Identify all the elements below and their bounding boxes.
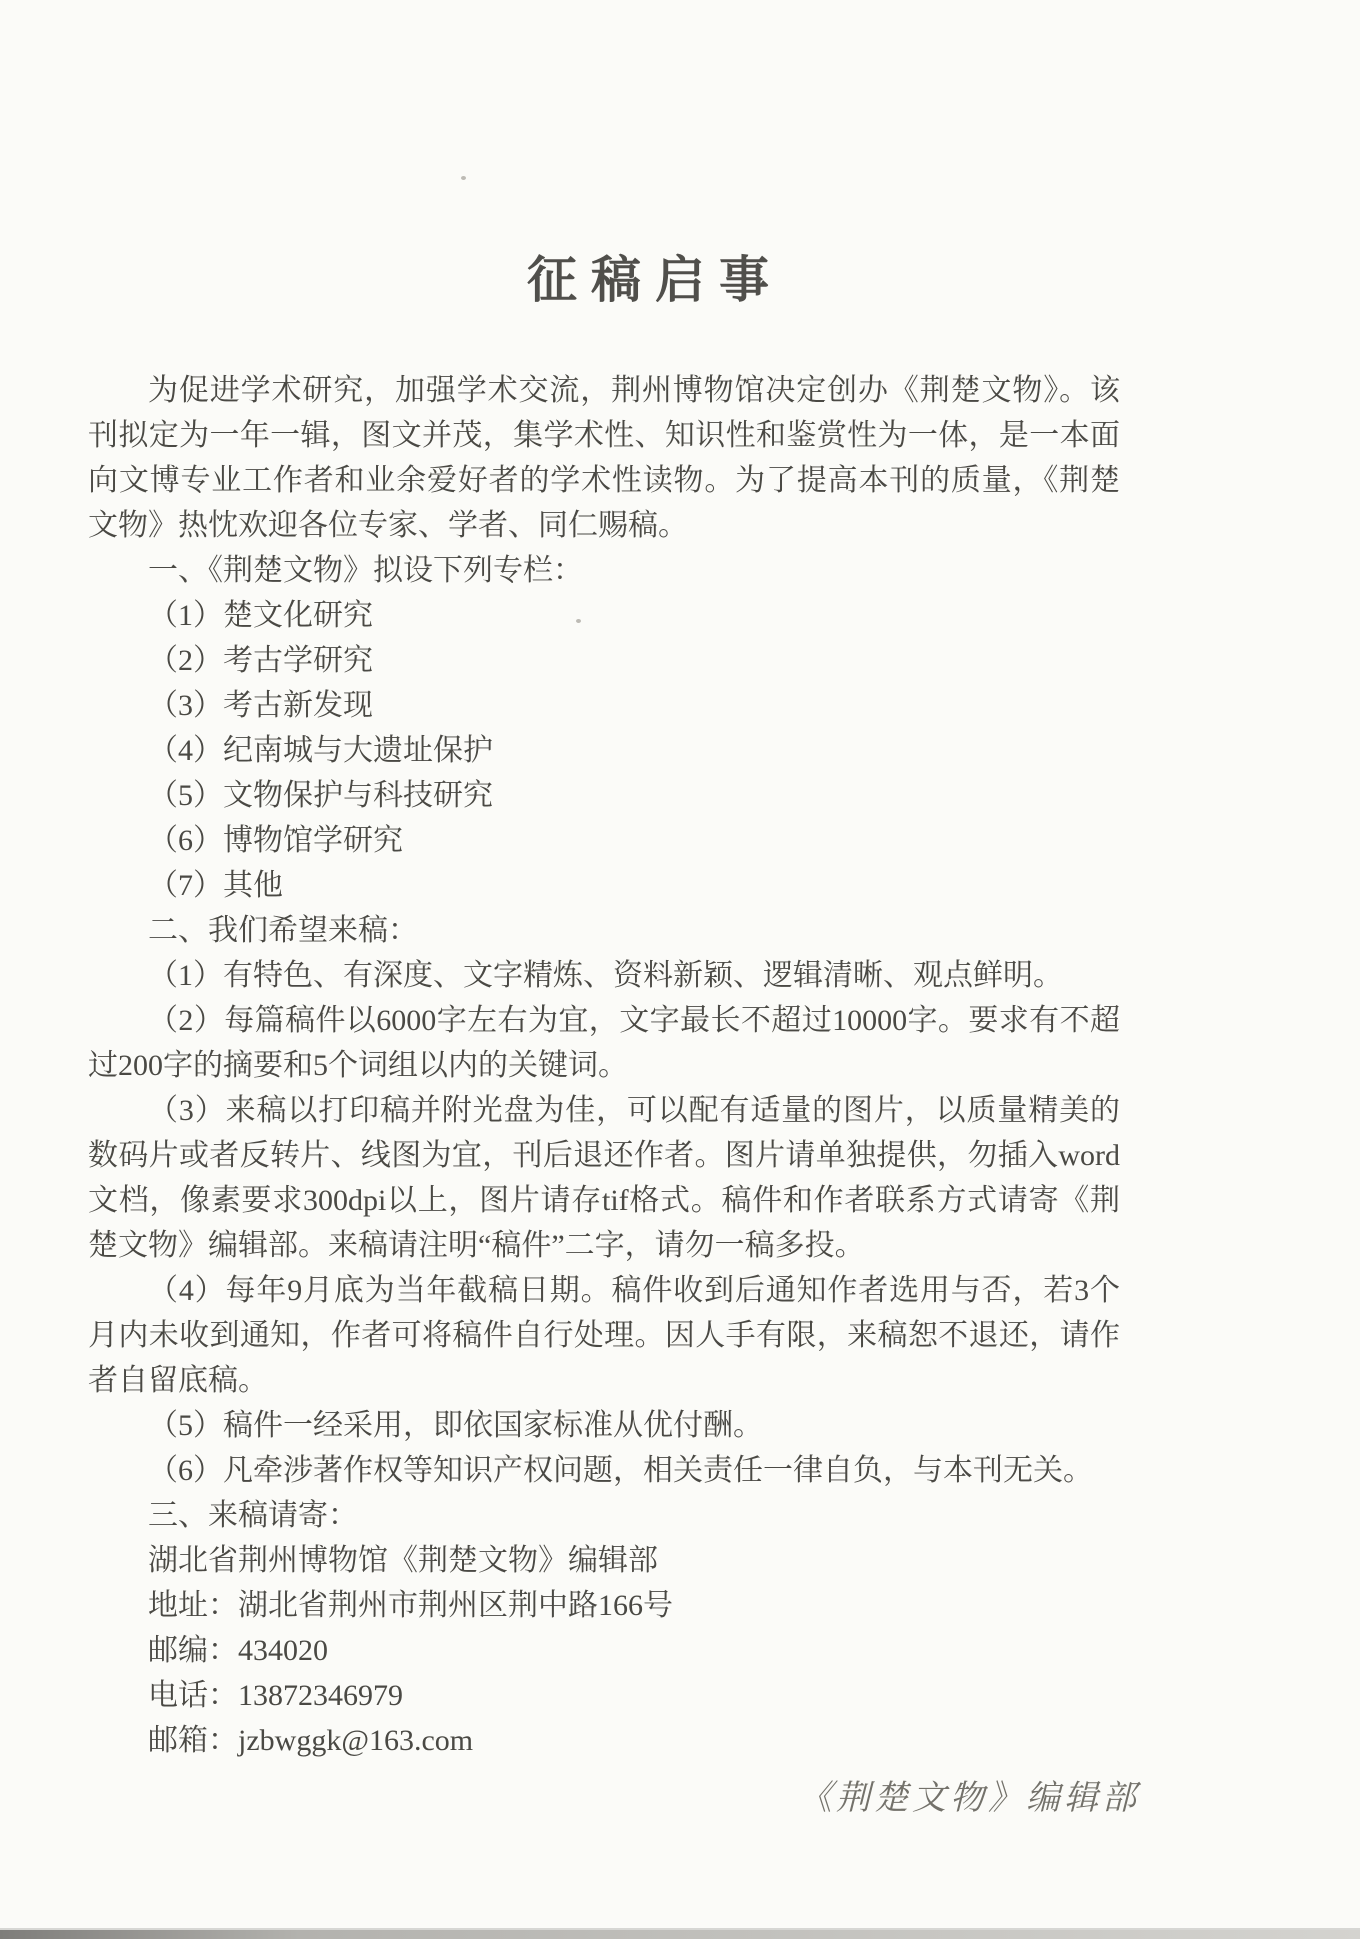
intro-paragraph: 为促进学术研究，加强学术交流，荆州博物馆决定创办《荆楚文物》。该刊拟定为一年一辑，图文并茂，集学术性、知识性和鉴赏性为一体，是一本面向文博专业工作者和业余爱好者的学术性读物。为了提高本刊的质量，《荆楚文物》热忱欢迎各位专家、学者、同仁赐稿。 <box>88 374 1120 542</box>
contact-postcode-line: 邮编：434020 <box>148 1634 328 1667</box>
section-3-heading: 三、来稿请寄： <box>148 1499 358 1532</box>
document-body <box>88 368 1120 1763</box>
submission-guideline-item: （3）来稿以打印稿并附光盘为佳，可以配有适量的图片，以质量精美的数码片或者反转片、线图为宜，刊后退还作者。图片请单独提供，勿插入word文档，像素要求300dpi以上，图片请存tif格式。稿件和作者联系方式请寄《荆楚文物》编辑部。来稿请注明“稿件”二字，请勿一稿多投。 <box>88 1094 1120 1262</box>
submission-guideline-item: （2）每篇稿件以6000字左右为宜，文字最长不超过10000字。要求有不超过200字的摘要和5个词组以内的关键词。 <box>88 1004 1120 1082</box>
contact-phone-line: 电话：13872346979 <box>148 1679 403 1712</box>
scan-edge <box>0 1930 1360 1939</box>
submission-guideline-item: （1）有特色、有深度、文字精炼、资料新颖、逻辑清晰、观点鲜明。 <box>148 959 1063 992</box>
submission-guideline-item: （5）稿件一经采用，即依国家标准从优付酬。 <box>148 1409 763 1442</box>
section-2-heading: 二、我们希望来稿： <box>148 914 418 947</box>
submission-guideline-item: （6）凡牵涉著作权等知识产权问题，相关责任一律自负，与本刊无关。 <box>148 1454 1093 1487</box>
submission-guideline-item: （4）每年9月底为当年截稿日期。稿件收到后通知作者选用与否，若3个月内未收到通知，作者可将稿件自行处理。因人手有限，来稿恕不退还，请作者自留底稿。 <box>88 1274 1120 1397</box>
section-1-heading: 一、《荆楚文物》拟设下列专栏： <box>148 554 583 587</box>
page-title: 征稿启事 <box>527 252 783 308</box>
column-list-item: （1）楚文化研究 <box>148 599 373 632</box>
column-list-item: （7）其他 <box>148 869 283 902</box>
column-list-item: （5）文物保护与科技研究 <box>148 779 493 812</box>
column-list-item: （3）考古新发现 <box>148 689 373 722</box>
scan-speck <box>461 176 466 180</box>
footer-signature: 《荆楚文物》编辑部 <box>798 1780 1140 1817</box>
column-list-item: （4）纪南城与大遗址保护 <box>148 734 493 767</box>
column-list-item: （2）考古学研究 <box>148 644 373 677</box>
contact-office-line: 湖北省荆州博物馆《荆楚文物》编辑部 <box>148 1544 658 1577</box>
contact-email-line: 邮箱：jzbwggk@163.com <box>148 1724 474 1757</box>
contact-address-line: 地址：湖北省荆州市荆州区荆中路166号 <box>148 1589 673 1622</box>
column-list-item: （6）博物馆学研究 <box>148 824 403 857</box>
